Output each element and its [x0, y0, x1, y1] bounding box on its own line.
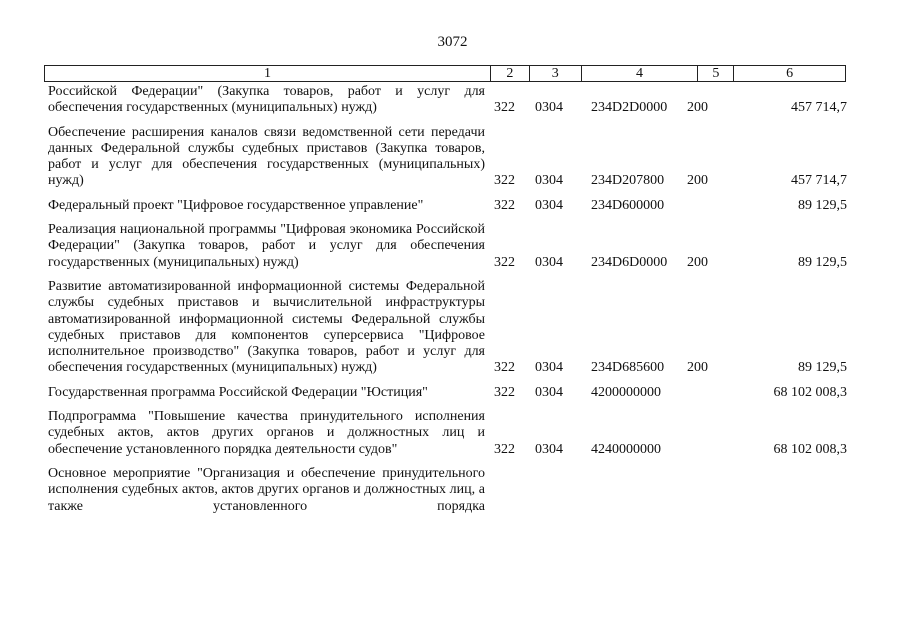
row-code-4: 234D600000 — [591, 197, 665, 213]
row-amount: 89 129,5 — [798, 197, 847, 213]
table-row — [48, 222, 848, 271]
row-description: Обеспечение расширения каналов связи ведомственной сети передачи данных Федеральной службы судебных приставов (Закупка товаров, работ и услуг для обеспечения государственных (муниципальных) нужд) — [48, 124, 485, 189]
row-code-5: 200 — [687, 100, 708, 116]
row-code-2: 322 — [494, 197, 515, 213]
row-code-2: 322 — [494, 100, 515, 116]
row-code-2: 322 — [494, 384, 515, 400]
row-description: Российской Федерации" (Закупка товаров, работ и услуг для обеспечения государственных (муниципальных) нужд) — [48, 84, 485, 116]
table-row — [48, 198, 848, 214]
table-header — [44, 65, 846, 82]
row-code-4: 234D2D0000 — [591, 100, 668, 116]
row-code-2: 322 — [494, 360, 515, 376]
header-col-4: 4 — [582, 66, 699, 81]
table-row — [48, 385, 848, 401]
row-description: Государственная программа Российской Федерации "Юстиция" — [48, 384, 428, 400]
header-col-2: 2 — [491, 66, 530, 81]
page-number: 3072 — [437, 34, 468, 50]
row-code-3: 0304 — [535, 254, 563, 270]
row-description: Развитие автоматизированной информационной системы Федеральной службы судебных приставов и вычислительной инфраструктуры автоматизированной информационной системы Федеральной службы судебных приставов для компонентов суперсервиса "Цифровое исполнительное производство" (Закупка товаров, работ и услуг для обеспечения государственных (муниципальных) нужд) — [48, 278, 485, 376]
row-code-4: 234D685600 — [591, 360, 665, 376]
row-code-3: 0304 — [535, 197, 563, 213]
table-row — [48, 84, 848, 117]
row-code-4: 4240000000 — [591, 441, 661, 457]
row-description: Федеральный проект "Цифровое государственное управление" — [48, 197, 424, 213]
row-code-2: 322 — [494, 441, 515, 457]
table-row — [48, 466, 848, 515]
row-code-5: 200 — [687, 173, 708, 189]
row-code-4: 234D207800 — [591, 173, 665, 189]
row-code-3: 0304 — [535, 360, 563, 376]
row-description: Основное мероприятие "Организация и обеспечение принудительного исполнения судебных актов, актов других органов и должностных лиц, а также установленного порядка — [48, 465, 485, 514]
table-row — [48, 409, 848, 458]
table-row — [48, 125, 848, 190]
row-description: Реализация национальной программы "Цифровая экономика Российской Федерации" (Закупка товаров, работ и услуг для обеспечения государственных (муниципальных) нужд) — [48, 222, 485, 270]
row-description: Подпрограмма "Повышение качества принудительного исполнения судебных актов, актов других органов и должностных лиц и обеспечение установленного порядка деятельности судов" — [48, 409, 485, 457]
row-code-4: 234D6D0000 — [591, 254, 668, 270]
header-col-5: 5 — [698, 66, 734, 81]
header-col-1: 1 — [45, 66, 491, 81]
row-amount: 68 102 008,3 — [773, 384, 847, 400]
row-code-2: 322 — [494, 254, 515, 270]
table-row — [48, 279, 848, 377]
row-code-3: 0304 — [535, 173, 563, 189]
row-amount: 457 714,7 — [791, 100, 847, 116]
row-amount: 89 129,5 — [798, 254, 847, 270]
header-col-6: 6 — [786, 66, 794, 81]
row-code-5: 200 — [687, 360, 708, 376]
table-body — [48, 84, 848, 515]
row-code-2: 322 — [494, 173, 515, 189]
header-col-3: 3 — [530, 66, 582, 81]
row-amount: 68 102 008,3 — [773, 441, 847, 457]
row-amount: 89 129,5 — [798, 360, 847, 376]
row-amount: 457 714,7 — [791, 173, 847, 189]
row-code-5: 200 — [687, 254, 708, 270]
row-code-3: 0304 — [535, 384, 563, 400]
row-code-3: 0304 — [535, 441, 563, 457]
row-code-4: 4200000000 — [591, 384, 661, 400]
row-code-3: 0304 — [535, 100, 563, 116]
